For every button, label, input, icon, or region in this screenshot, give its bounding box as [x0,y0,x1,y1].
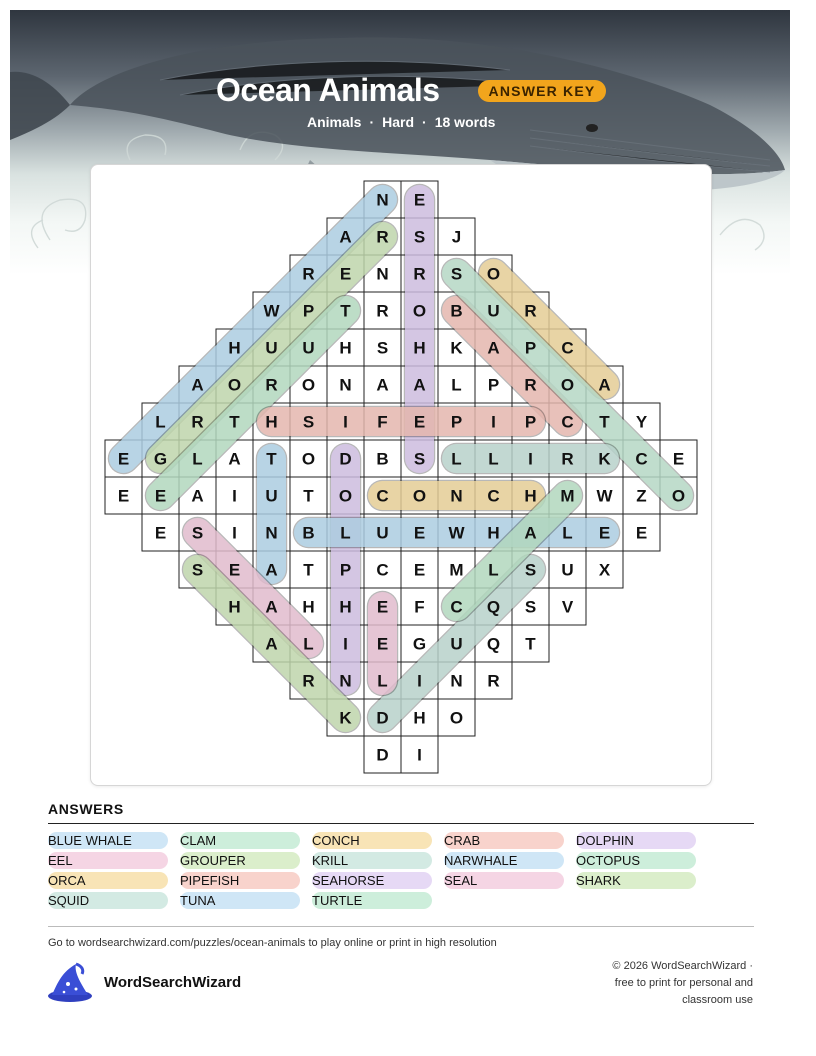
grid-letter: T [229,412,240,432]
grid-letter: Y [635,412,648,432]
grid-letter: S [191,560,204,580]
answer-item: OCTOPUS [576,852,696,869]
grid-letter: E [117,486,130,506]
grid-letter: X [598,560,611,580]
answer-item: CLAM [180,832,300,849]
answer-item: CRAB [444,832,564,849]
grid-letter: E [376,597,389,617]
grid-letter: S [450,264,463,284]
grid-letter: G [153,449,168,469]
grid-letter: E [413,412,426,432]
grid-letter: E [117,449,130,469]
word-count-label: 18 words [434,114,496,130]
grid-letter: H [265,412,278,432]
grid-letter: B [302,523,315,543]
grid-letter: H [487,523,500,543]
grid-letter: I [232,523,237,543]
page-title: Ocean Animals [216,72,440,108]
grid-letter: N [376,264,389,284]
grid-letter: E [154,523,167,543]
grid-letter: A [524,523,537,543]
grid-letter: E [376,634,389,654]
grid-letter: P [339,560,352,580]
grid-letter: P [524,338,537,358]
grid-letter: I [417,671,422,691]
grid-letter: T [525,634,536,654]
grid-letter: H [228,338,241,358]
grid-letter: A [191,375,204,395]
grid-letter: O [486,264,501,284]
grid-letter: R [524,301,537,321]
footer-link-text[interactable]: Go to wordsearchwizard.com/puzzles/ocean-animals to play online or print in high resolution [48,937,497,949]
grid-letter: T [340,301,351,321]
grid-letter: P [302,301,315,321]
grid-letter: N [265,523,278,543]
grid-letter: Q [486,634,501,654]
grid-letter: I [417,745,422,765]
grid-letter: O [412,301,427,321]
grid-letter: E [672,449,685,469]
grid-letter: A [598,375,611,395]
grid-letter: L [192,449,203,469]
grid-letter: U [561,560,574,580]
grid-letter: E [598,523,611,543]
grid-letter: S [524,560,537,580]
answer-item: SHARK [576,872,696,889]
word-search-grid [91,165,713,787]
grid-letter: R [265,375,278,395]
grid-letter: L [340,523,351,543]
grid-letter: E [413,190,426,210]
grid-letter: F [414,597,425,617]
grid-letter: S [413,449,426,469]
grid-letter: S [524,597,537,617]
grid-letter: E [339,264,352,284]
grid-letter: C [561,412,574,432]
grid-letter: E [413,560,426,580]
separator-dot: · [369,114,375,130]
grid-letter: A [376,375,389,395]
grid-letter: G [412,634,427,654]
grid-letter: A [487,338,500,358]
grid-letter: I [343,634,348,654]
grid-letter: S [413,227,426,247]
grid-letter: W [263,301,280,321]
grid-letter: L [155,412,166,432]
answer-key-badge: ANSWER KEY [478,80,606,102]
grid-letter: L [451,449,462,469]
copyright-text [583,958,753,1009]
grid-letter: A [265,597,278,617]
answer-item: NARWHALE [444,852,564,869]
grid-letter: I [232,486,237,506]
answer-item: KRILL [312,852,432,869]
grid-letter: N [376,190,389,210]
grid-letter: E [228,560,241,580]
grid-letter: L [562,523,573,543]
copyright-line: free to print for personal and [614,977,753,989]
grid-letter: U [376,523,389,543]
grid-letter: P [487,375,500,395]
grid-letter: A [191,486,204,506]
divider [48,823,754,824]
grid-letter: T [266,449,277,469]
answer-item: GROUPER [180,852,300,869]
grid-letter: H [524,486,537,506]
grid-letter: A [339,227,352,247]
grid-letter: J [451,227,462,247]
answer-item: CONCH [312,832,432,849]
puzzle-card [90,164,712,786]
grid-letter: Q [486,597,501,617]
grid-letter: O [338,486,353,506]
grid-letter: R [376,301,389,321]
grid-letter: C [450,597,463,617]
copyright-line: © 2026 WordSearchWizard · [612,960,753,972]
grid-letter: W [448,523,465,543]
grid-letter: E [635,523,648,543]
grid-letter: T [599,412,610,432]
answers-list [48,832,754,912]
separator-dot: · [422,114,427,130]
grid-letter: O [449,708,464,728]
grid-letter: N [450,671,463,691]
answers-heading: ANSWERS [48,801,124,817]
grid-letter: S [302,412,315,432]
grid-letter: C [561,338,574,358]
answer-item: TURTLE [312,892,432,909]
grid-letter: B [376,449,389,469]
category-label: Animals [307,114,362,130]
grid-letter: O [301,375,316,395]
grid-letter: H [413,338,426,358]
grid-letter: K [450,338,463,358]
grid-letter: H [228,597,241,617]
grid-letter: S [376,338,389,358]
grid-letter: A [413,375,426,395]
grid-letter: R [561,449,574,469]
grid-letter: R [487,671,500,691]
grid-letter: Z [636,486,647,506]
grid-letter: O [301,449,316,469]
grid-letter: M [560,486,575,506]
grid-letter: B [450,301,463,321]
grid-letter: I [528,449,533,469]
answer-item: DOLPHIN [576,832,696,849]
grid-letter: R [376,227,389,247]
grid-letter: E [413,523,426,543]
grid-letter: P [524,412,537,432]
grid-letter: R [302,671,315,691]
grid-letter: U [487,301,500,321]
answer-item: TUNA [180,892,300,909]
grid-letter: D [339,449,352,469]
grid-letter: L [488,449,499,469]
answer-item: EEL [48,852,168,869]
answer-item: SEAHORSE [312,872,432,889]
grid-letter: U [265,486,278,506]
grid-letter: L [303,634,314,654]
grid-letter: H [302,597,315,617]
grid-letter: F [377,412,388,432]
grid-letter: W [596,486,613,506]
grid-letter: A [265,560,278,580]
grid-letter: M [449,560,464,580]
grid-letter: U [302,338,315,358]
grid-letter: H [339,338,352,358]
grid-letter: I [491,412,496,432]
grid-letter: O [412,486,427,506]
grid-letter: S [191,523,204,543]
grid-letter: A [228,449,241,469]
difficulty-label: Hard [382,114,415,130]
grid-letter: D [376,745,389,765]
grid-letter: L [488,560,499,580]
grid-letter: R [302,264,315,284]
grid-letter: K [598,449,611,469]
answer-item: SQUID [48,892,168,909]
grid-letter: O [560,375,575,395]
grid-letter: C [635,449,648,469]
grid-letter: D [376,708,389,728]
grid-letter: C [376,486,389,506]
grid-letter: N [339,375,352,395]
grid-letter: T [303,560,314,580]
grid-letter: C [376,560,389,580]
grid-letter: N [339,671,352,691]
grid-letter: U [450,634,463,654]
grid-letter: H [339,597,352,617]
divider [48,926,754,927]
brand-name: WordSearchWizard [104,974,242,991]
wizard-hat-icon [46,962,94,1004]
grid-letter: O [227,375,242,395]
grid-letter: U [265,338,278,358]
grid-letter: I [343,412,348,432]
grid-letter: O [671,486,686,506]
answer-item: ORCA [48,872,168,889]
copyright-line: classroom use [682,994,753,1006]
grid-letter: T [303,486,314,506]
puzzle-meta [307,114,495,130]
grid-letter: R [413,264,426,284]
grid-letter: K [339,708,352,728]
grid-letter: A [265,634,278,654]
grid-letter: R [191,412,204,432]
grid-letter: L [377,671,388,691]
grid-letter: V [561,597,574,617]
answer-item: PIPEFISH [180,872,300,889]
grid-letter: C [487,486,500,506]
grid-letter: L [451,375,462,395]
grid-letter: P [450,412,463,432]
answer-item: BLUE WHALE [48,832,168,849]
grid-letter: R [524,375,537,395]
grid-letter: N [450,486,463,506]
grid-letter: E [154,486,167,506]
grid-letter: H [413,708,426,728]
answer-item: SEAL [444,872,564,889]
